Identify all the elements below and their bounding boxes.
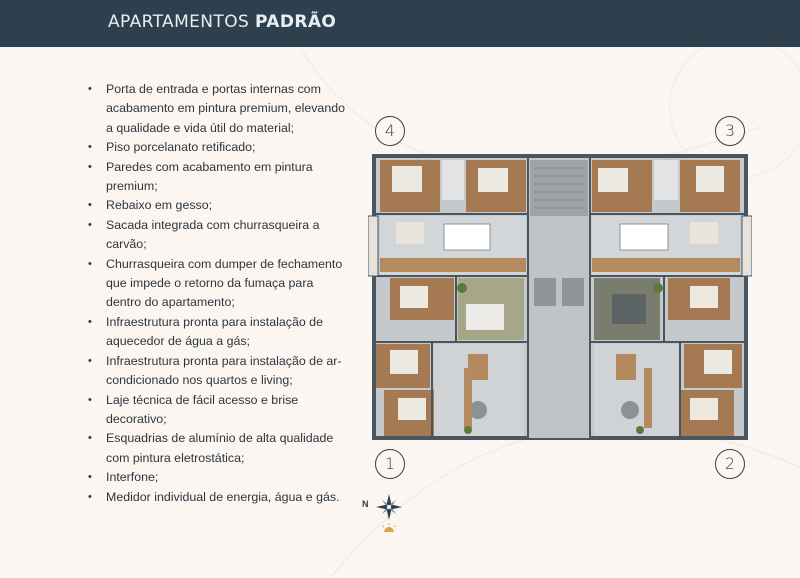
north-label: N bbox=[362, 499, 369, 509]
feature-item: • Infraestrutura pronta para instalação de ar-condicionado nos quartos e living; bbox=[88, 352, 348, 391]
header-bar bbox=[0, 0, 800, 47]
compass-rose-icon bbox=[360, 490, 410, 538]
features-list bbox=[88, 80, 348, 507]
feature-item: • Laje técnica de fácil acesso e brise decorativo; bbox=[88, 391, 348, 430]
unit-1-badge: 1 bbox=[375, 449, 405, 479]
floor-plan-image bbox=[368, 154, 752, 440]
feature-item: • Infraestrutura pronta para instalação de aquecedor de água a gás; bbox=[88, 313, 348, 352]
feature-item: • Medidor individual de energia, água e gás. bbox=[88, 488, 348, 507]
feature-item: • Churrasqueira com dumper de fechamento que impede o retorno da fumaça para dentro do apartamento; bbox=[88, 255, 348, 313]
title-light: APARTAMENTOS bbox=[108, 12, 250, 32]
feature-item: • Interfone; bbox=[88, 468, 348, 487]
unit-4-badge: 4 bbox=[375, 116, 405, 146]
feature-item: • Rebaixo em gesso; bbox=[88, 196, 348, 215]
page-title bbox=[108, 12, 336, 32]
unit-3-badge: 3 bbox=[715, 116, 745, 146]
feature-item: • Paredes com acabamento em pintura premium; bbox=[88, 158, 348, 197]
feature-item: • Piso porcelanato retificado; bbox=[88, 138, 348, 157]
feature-item: • Sacada integrada com churrasqueira a carvão; bbox=[88, 216, 348, 255]
feature-item: • Porta de entrada e portas internas com acabamento em pintura premium, elevando a qualidade e vida útil do material; bbox=[88, 80, 348, 138]
feature-item: • Esquadrias de alumínio de alta qualidade com pintura eletrostática; bbox=[88, 429, 348, 468]
sun-icon bbox=[383, 523, 396, 532]
title-bold: PADRÃO bbox=[255, 12, 337, 32]
unit-2-badge: 2 bbox=[715, 449, 745, 479]
